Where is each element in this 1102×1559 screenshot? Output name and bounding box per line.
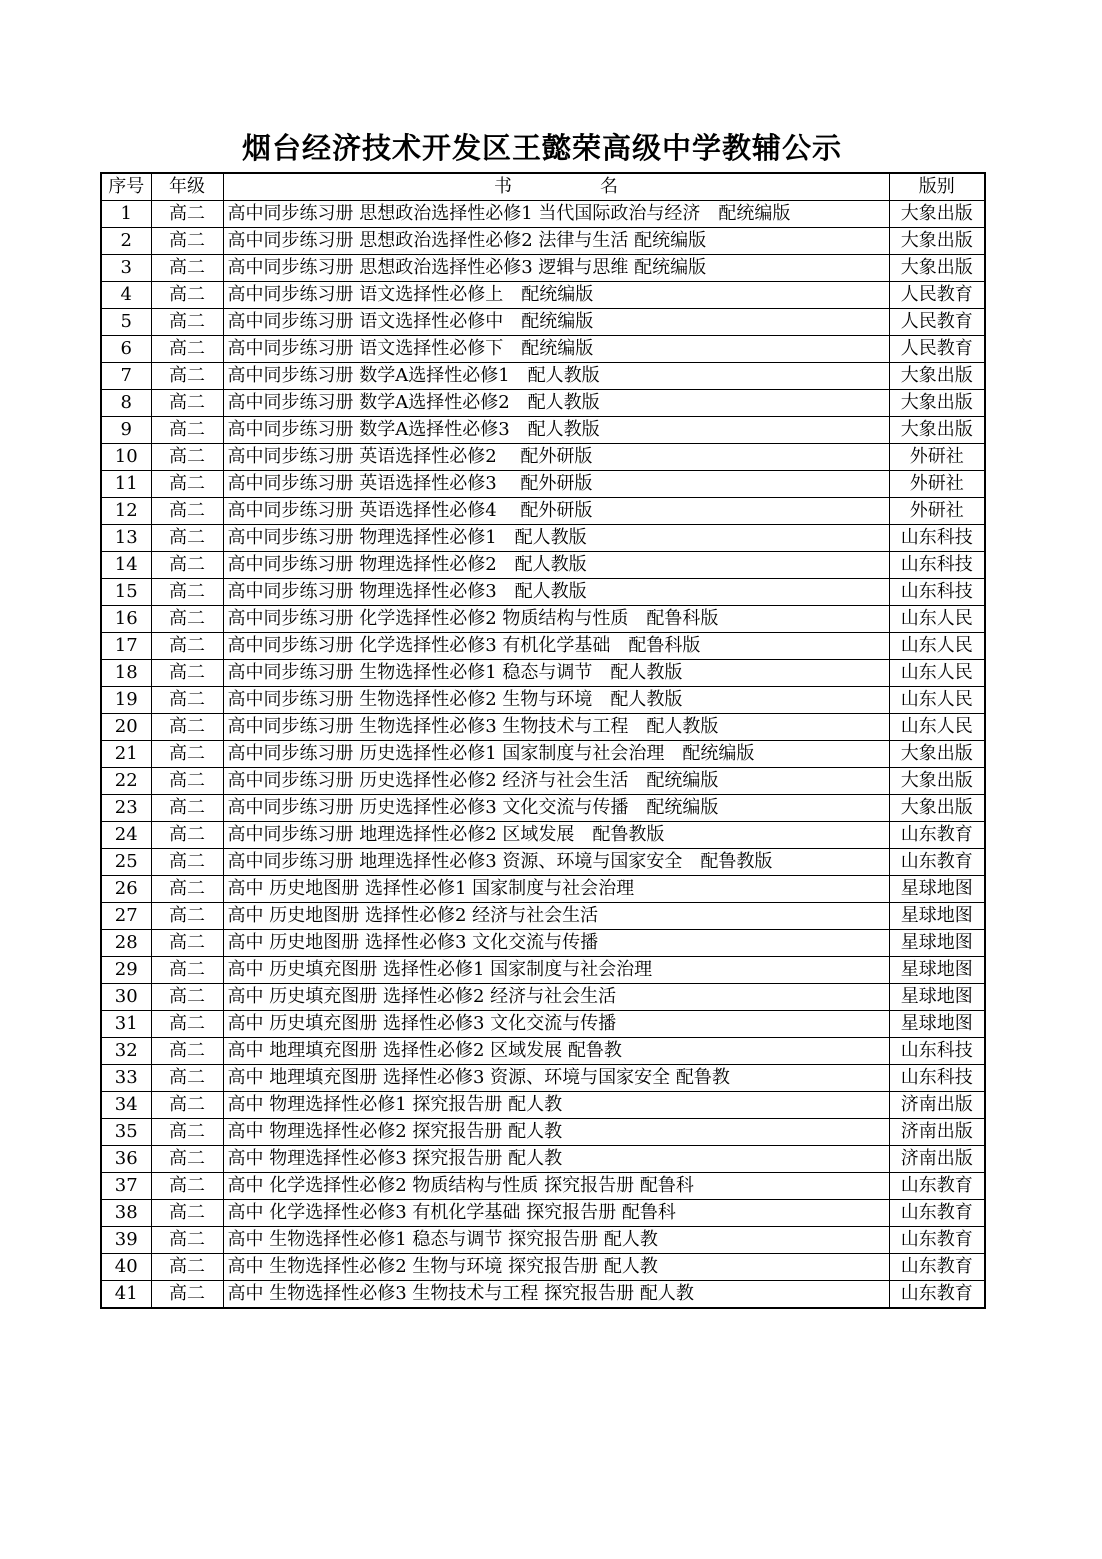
row-grade: 高二 — [151, 1119, 223, 1146]
row-book-name: 高中同步练习册 英语选择性必修3 配外研版 — [223, 471, 889, 498]
table-row — [101, 579, 985, 606]
row-publisher: 星球地图 — [889, 930, 985, 957]
row-grade: 高二 — [151, 1200, 223, 1227]
row-grade: 高二 — [151, 876, 223, 903]
page-title: 烟台经济技术开发区王懿荣高级中学教辅公示 — [241, 131, 842, 165]
table-row — [101, 363, 985, 390]
row-grade: 高二 — [151, 1254, 223, 1281]
row-grade: 高二 — [151, 768, 223, 795]
row-publisher: 山东科技 — [889, 579, 985, 606]
row-publisher: 济南出版 — [889, 1092, 985, 1119]
row-grade: 高二 — [151, 1281, 223, 1309]
row-grade: 高二 — [151, 1011, 223, 1038]
row-publisher: 山东人民 — [889, 687, 985, 714]
row-grade: 高二 — [151, 498, 223, 525]
row-number: 31 — [101, 1011, 151, 1038]
row-book-name: 高中 物理选择性必修2 探究报告册 配人教 — [223, 1119, 889, 1146]
table-row — [101, 552, 985, 579]
row-number: 3 — [101, 255, 151, 282]
row-publisher: 星球地图 — [889, 957, 985, 984]
table-row — [101, 1119, 985, 1146]
row-book-name: 高中 化学选择性必修3 有机化学基础 探究报告册 配鲁科 — [223, 1200, 889, 1227]
row-publisher: 外研社 — [889, 471, 985, 498]
row-book-name: 高中同步练习册 化学选择性必修3 有机化学基础 配鲁科版 — [223, 633, 889, 660]
row-grade: 高二 — [151, 525, 223, 552]
row-publisher: 山东教育 — [889, 849, 985, 876]
row-number: 9 — [101, 417, 151, 444]
row-publisher: 大象出版 — [889, 795, 985, 822]
row-grade: 高二 — [151, 579, 223, 606]
row-number: 28 — [101, 930, 151, 957]
row-book-name: 高中 物理选择性必修1 探究报告册 配人教 — [223, 1092, 889, 1119]
table-row — [101, 309, 985, 336]
row-number: 29 — [101, 957, 151, 984]
table-row — [101, 984, 985, 1011]
row-book-name: 高中同步练习册 数学A选择性必修2 配人教版 — [223, 390, 889, 417]
row-number: 33 — [101, 1065, 151, 1092]
table-row — [101, 1254, 985, 1281]
row-book-name: 高中 生物选择性必修2 生物与环境 探究报告册 配人教 — [223, 1254, 889, 1281]
row-number: 27 — [101, 903, 151, 930]
table-row — [101, 417, 985, 444]
row-book-name: 高中同步练习册 语文选择性必修上 配统编版 — [223, 282, 889, 309]
row-publisher: 人民教育 — [889, 336, 985, 363]
row-grade: 高二 — [151, 552, 223, 579]
row-publisher: 外研社 — [889, 498, 985, 525]
row-number: 39 — [101, 1227, 151, 1254]
row-publisher: 山东科技 — [889, 1038, 985, 1065]
book-list-table — [100, 172, 986, 1309]
row-publisher: 山东人民 — [889, 660, 985, 687]
header-book-name — [223, 173, 889, 201]
row-number: 37 — [101, 1173, 151, 1200]
row-publisher: 大象出版 — [889, 255, 985, 282]
row-number: 38 — [101, 1200, 151, 1227]
row-book-name: 高中同步练习册 历史选择性必修1 国家制度与社会治理 配统编版 — [223, 741, 889, 768]
row-grade: 高二 — [151, 1092, 223, 1119]
row-grade: 高二 — [151, 1146, 223, 1173]
row-grade: 高二 — [151, 255, 223, 282]
row-number: 40 — [101, 1254, 151, 1281]
row-grade: 高二 — [151, 957, 223, 984]
row-number: 41 — [101, 1281, 151, 1309]
row-grade: 高二 — [151, 930, 223, 957]
row-book-name: 高中同步练习册 语文选择性必修下 配统编版 — [223, 336, 889, 363]
row-grade: 高二 — [151, 228, 223, 255]
row-book-name: 高中 地理填充图册 选择性必修2 区域发展 配鲁教 — [223, 1038, 889, 1065]
table-row — [101, 741, 985, 768]
row-number: 20 — [101, 714, 151, 741]
row-number: 13 — [101, 525, 151, 552]
row-grade: 高二 — [151, 471, 223, 498]
row-publisher: 山东人民 — [889, 633, 985, 660]
row-grade: 高二 — [151, 282, 223, 309]
table-row — [101, 795, 985, 822]
row-number: 2 — [101, 228, 151, 255]
row-book-name: 高中同步练习册 思想政治选择性必修2 法律与生活 配统编版 — [223, 228, 889, 255]
table-row — [101, 1173, 985, 1200]
row-publisher: 山东科技 — [889, 525, 985, 552]
table-row — [101, 282, 985, 309]
row-publisher: 山东教育 — [889, 1200, 985, 1227]
row-grade: 高二 — [151, 1173, 223, 1200]
table-row — [101, 1065, 985, 1092]
row-number: 10 — [101, 444, 151, 471]
row-publisher: 济南出版 — [889, 1146, 985, 1173]
row-publisher: 山东教育 — [889, 1227, 985, 1254]
table-body — [101, 201, 985, 1309]
table-row — [101, 714, 985, 741]
header-book-name-char2: 名 — [600, 176, 618, 197]
row-book-name: 高中同步练习册 物理选择性必修3 配人教版 — [223, 579, 889, 606]
table-row — [101, 1092, 985, 1119]
row-book-name: 高中同步练习册 语文选择性必修中 配统编版 — [223, 309, 889, 336]
row-publisher: 山东人民 — [889, 606, 985, 633]
row-book-name: 高中 地理填充图册 选择性必修3 资源、环境与国家安全 配鲁教 — [223, 1065, 889, 1092]
row-publisher: 山东教育 — [889, 1173, 985, 1200]
row-number: 16 — [101, 606, 151, 633]
table-row — [101, 849, 985, 876]
row-book-name: 高中 历史填充图册 选择性必修2 经济与社会生活 — [223, 984, 889, 1011]
row-publisher: 人民教育 — [889, 309, 985, 336]
row-publisher: 大象出版 — [889, 417, 985, 444]
row-book-name: 高中同步练习册 生物选择性必修3 生物技术与工程 配人教版 — [223, 714, 889, 741]
row-book-name: 高中同步练习册 地理选择性必修2 区域发展 配鲁教版 — [223, 822, 889, 849]
row-number: 14 — [101, 552, 151, 579]
row-grade: 高二 — [151, 849, 223, 876]
table-row — [101, 255, 985, 282]
row-publisher: 外研社 — [889, 444, 985, 471]
row-book-name: 高中同步练习册 物理选择性必修1 配人教版 — [223, 525, 889, 552]
row-publisher: 山东教育 — [889, 1281, 985, 1309]
table-row — [101, 687, 985, 714]
row-number: 8 — [101, 390, 151, 417]
row-book-name: 高中 历史地图册 选择性必修1 国家制度与社会治理 — [223, 876, 889, 903]
row-publisher: 济南出版 — [889, 1119, 985, 1146]
row-publisher: 星球地图 — [889, 984, 985, 1011]
row-number: 18 — [101, 660, 151, 687]
row-book-name: 高中 生物选择性必修3 生物技术与工程 探究报告册 配人教 — [223, 1281, 889, 1309]
row-book-name: 高中同步练习册 历史选择性必修3 文化交流与传播 配统编版 — [223, 795, 889, 822]
table-header-row — [101, 173, 985, 201]
row-number: 35 — [101, 1119, 151, 1146]
table-row — [101, 390, 985, 417]
row-publisher: 山东教育 — [889, 1254, 985, 1281]
row-publisher: 山东教育 — [889, 822, 985, 849]
row-grade: 高二 — [151, 201, 223, 228]
table-row — [101, 822, 985, 849]
row-grade: 高二 — [151, 1227, 223, 1254]
table-row — [101, 660, 985, 687]
row-number: 25 — [101, 849, 151, 876]
row-number: 21 — [101, 741, 151, 768]
row-number: 19 — [101, 687, 151, 714]
row-number: 6 — [101, 336, 151, 363]
row-number: 4 — [101, 282, 151, 309]
row-grade: 高二 — [151, 633, 223, 660]
row-book-name: 高中 历史地图册 选择性必修2 经济与社会生活 — [223, 903, 889, 930]
table-row — [101, 444, 985, 471]
row-number: 26 — [101, 876, 151, 903]
row-number: 15 — [101, 579, 151, 606]
row-book-name: 高中同步练习册 英语选择性必修2 配外研版 — [223, 444, 889, 471]
header-book-name-char1: 书 — [494, 176, 512, 197]
table-row — [101, 633, 985, 660]
table-row — [101, 930, 985, 957]
row-publisher: 山东人民 — [889, 714, 985, 741]
row-publisher: 大象出版 — [889, 768, 985, 795]
row-book-name: 高中同步练习册 英语选择性必修4 配外研版 — [223, 498, 889, 525]
row-book-name: 高中同步练习册 化学选择性必修2 物质结构与性质 配鲁科版 — [223, 606, 889, 633]
row-publisher: 大象出版 — [889, 228, 985, 255]
table-row — [101, 336, 985, 363]
row-number: 22 — [101, 768, 151, 795]
row-grade: 高二 — [151, 336, 223, 363]
row-grade: 高二 — [151, 417, 223, 444]
row-publisher: 星球地图 — [889, 1011, 985, 1038]
row-book-name: 高中 历史填充图册 选择性必修1 国家制度与社会治理 — [223, 957, 889, 984]
row-number: 1 — [101, 201, 151, 228]
row-grade: 高二 — [151, 606, 223, 633]
header-grade: 年级 — [151, 173, 223, 201]
row-book-name: 高中同步练习册 历史选择性必修2 经济与社会生活 配统编版 — [223, 768, 889, 795]
row-number: 32 — [101, 1038, 151, 1065]
table-row — [101, 201, 985, 228]
table-row — [101, 1146, 985, 1173]
row-grade: 高二 — [151, 660, 223, 687]
row-publisher: 大象出版 — [889, 201, 985, 228]
row-publisher: 星球地图 — [889, 903, 985, 930]
row-publisher: 星球地图 — [889, 876, 985, 903]
row-book-name: 高中同步练习册 地理选择性必修3 资源、环境与国家安全 配鲁教版 — [223, 849, 889, 876]
row-grade: 高二 — [151, 795, 223, 822]
row-grade: 高二 — [151, 984, 223, 1011]
row-publisher: 大象出版 — [889, 363, 985, 390]
row-book-name: 高中同步练习册 数学A选择性必修1 配人教版 — [223, 363, 889, 390]
row-book-name: 高中同步练习册 生物选择性必修1 稳态与调节 配人教版 — [223, 660, 889, 687]
row-number: 34 — [101, 1092, 151, 1119]
row-grade: 高二 — [151, 741, 223, 768]
row-book-name: 高中 历史填充图册 选择性必修3 文化交流与传播 — [223, 1011, 889, 1038]
row-book-name: 高中同步练习册 生物选择性必修2 生物与环境 配人教版 — [223, 687, 889, 714]
table-row — [101, 228, 985, 255]
row-book-name: 高中 物理选择性必修3 探究报告册 配人教 — [223, 1146, 889, 1173]
row-number: 36 — [101, 1146, 151, 1173]
table-row — [101, 1038, 985, 1065]
row-number: 30 — [101, 984, 151, 1011]
row-publisher: 大象出版 — [889, 741, 985, 768]
row-book-name: 高中同步练习册 数学A选择性必修3 配人教版 — [223, 417, 889, 444]
row-grade: 高二 — [151, 390, 223, 417]
row-book-name: 高中 化学选择性必修2 物质结构与性质 探究报告册 配鲁科 — [223, 1173, 889, 1200]
row-book-name: 高中同步练习册 思想政治选择性必修3 逻辑与思维 配统编版 — [223, 255, 889, 282]
row-number: 12 — [101, 498, 151, 525]
row-grade: 高二 — [151, 687, 223, 714]
table-row — [101, 768, 985, 795]
table-row — [101, 876, 985, 903]
row-book-name: 高中同步练习册 物理选择性必修2 配人教版 — [223, 552, 889, 579]
table-row — [101, 525, 985, 552]
table-row — [101, 471, 985, 498]
row-grade: 高二 — [151, 1065, 223, 1092]
header-no: 序号 — [101, 173, 151, 201]
table-row — [101, 1011, 985, 1038]
row-number: 11 — [101, 471, 151, 498]
row-grade: 高二 — [151, 444, 223, 471]
table-row — [101, 957, 985, 984]
row-publisher: 山东科技 — [889, 552, 985, 579]
table-row — [101, 1281, 985, 1309]
table-row — [101, 498, 985, 525]
row-grade: 高二 — [151, 309, 223, 336]
row-book-name: 高中同步练习册 思想政治选择性必修1 当代国际政治与经济 配统编版 — [223, 201, 889, 228]
row-number: 23 — [101, 795, 151, 822]
row-number: 17 — [101, 633, 151, 660]
row-grade: 高二 — [151, 903, 223, 930]
table-row — [101, 606, 985, 633]
table-row — [101, 1200, 985, 1227]
row-number: 5 — [101, 309, 151, 336]
row-grade: 高二 — [151, 363, 223, 390]
row-publisher: 山东科技 — [889, 1065, 985, 1092]
row-publisher: 大象出版 — [889, 390, 985, 417]
row-grade: 高二 — [151, 822, 223, 849]
row-number: 24 — [101, 822, 151, 849]
table-row — [101, 1227, 985, 1254]
row-grade: 高二 — [151, 1038, 223, 1065]
header-publisher: 版别 — [889, 173, 985, 201]
row-book-name: 高中 生物选择性必修1 稳态与调节 探究报告册 配人教 — [223, 1227, 889, 1254]
row-book-name: 高中 历史地图册 选择性必修3 文化交流与传播 — [223, 930, 889, 957]
row-number: 7 — [101, 363, 151, 390]
row-publisher: 人民教育 — [889, 282, 985, 309]
row-grade: 高二 — [151, 714, 223, 741]
table-row — [101, 903, 985, 930]
